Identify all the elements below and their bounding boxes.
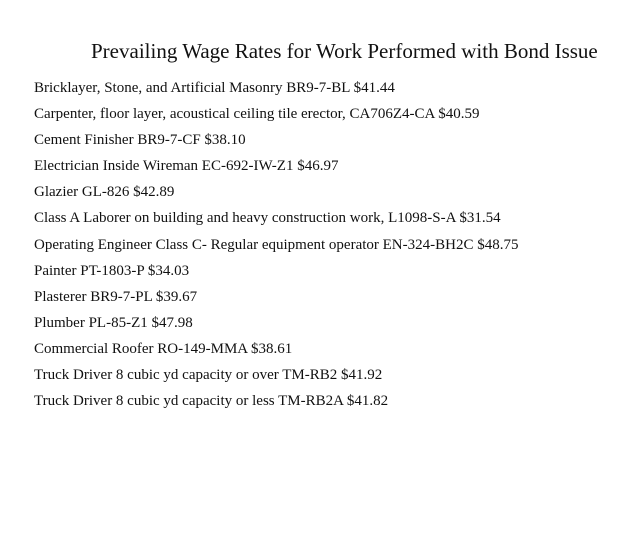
wage-rate-line: Truck Driver 8 cubic yd capacity or over TM-RB2 $41.92 bbox=[34, 367, 383, 384]
wage-rate-line: Plumber PL-85-Z1 $47.98 bbox=[34, 314, 193, 331]
wage-rate-line: Electrician Inside Wireman EC-692-IW-Z1 $46.97 bbox=[34, 158, 339, 175]
wage-rate-line: Glazier GL-826 $42.89 bbox=[34, 184, 175, 201]
wage-rate-line: Class A Laborer on building and heavy construction work, L1098-S-A $31.54 bbox=[34, 210, 501, 227]
wage-rate-list bbox=[34, 75, 518, 414]
wage-rate-line: Truck Driver 8 cubic yd capacity or less TM-RB2A $41.82 bbox=[34, 393, 389, 410]
wage-rate-line: Plasterer BR9-7-PL $39.67 bbox=[34, 288, 198, 305]
document-title: Prevailing Wage Rates for Work Performed with Bond Issue bbox=[91, 39, 598, 63]
wage-rate-line: Commercial Roofer RO-149-MMA $38.61 bbox=[34, 340, 293, 357]
wage-rate-line: Painter PT-1803-P $34.03 bbox=[34, 262, 190, 279]
wage-rate-line: Carpenter, floor layer, acoustical ceiling tile erector, CA706Z4-CA $40.59 bbox=[34, 106, 480, 123]
wage-rate-line: Operating Engineer Class C- Regular equipment operator EN-324-BH2C $48.75 bbox=[34, 236, 519, 253]
wage-rate-line: Cement Finisher BR9-7-CF $38.10 bbox=[34, 132, 246, 149]
wage-rate-line: Bricklayer, Stone, and Artificial Masonry BR9-7-BL $41.44 bbox=[34, 80, 395, 96]
